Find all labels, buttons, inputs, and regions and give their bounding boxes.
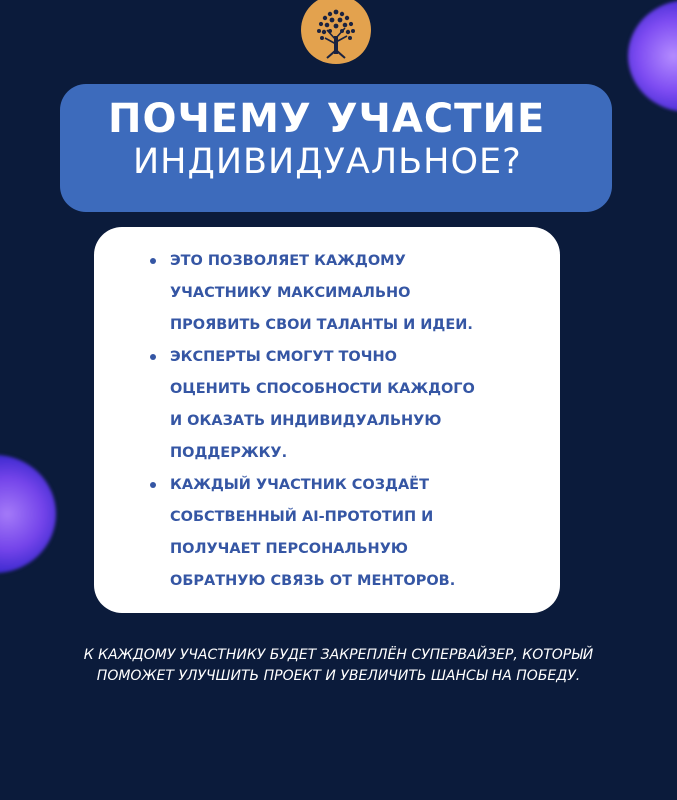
bullet-2-line-2: ОЦЕНИТЬ СПОСОБНОСТИ КАЖДОГО: [170, 381, 475, 397]
bullet-dot-icon: [150, 482, 156, 488]
bullet-1-line-3: ПРОЯВИТЬ СВОИ ТАЛАНТЫ И ИДЕИ.: [170, 317, 473, 333]
bullet-3-line-3: ПОЛУЧАЕТ ПЕРСОНАЛЬНУЮ: [170, 541, 408, 557]
tree-icon: [301, 0, 371, 64]
bullet-list: [150, 245, 550, 597]
title-banner: [60, 84, 612, 212]
footer-line-2: ПОМОЖЕТ УЛУЧШИТЬ ПРОЕКТ И УВЕЛИЧИТЬ ШАНСЫ НА ПОБЕДУ.: [96, 668, 581, 684]
decorative-orb-right: [628, 0, 677, 112]
title-line-2: ИНДИВИДУАЛЬНОЕ?: [133, 142, 522, 182]
bullet-3-line-1: КАЖДЫЙ УЧАСТНИК СОЗДАЁТ: [170, 477, 429, 493]
bullet-2-line-1: ЭКСПЕРТЫ СМОГУТ ТОЧНО: [170, 349, 397, 365]
bullet-1-line-2: УЧАСТНИКУ МАКСИМАЛЬНО: [170, 285, 411, 301]
bullet-1-line-1: ЭТО ПОЗВОЛЯЕТ КАЖДОМУ: [170, 253, 406, 269]
bullet-item-1: [150, 245, 550, 341]
footer-line-1: К КАЖДОМУ УЧАСТНИКУ БУДЕТ ЗАКРЕПЛЁН СУПЕРВАЙЗЕР, КОТОРЫЙ: [83, 647, 594, 663]
bullet-item-3: [150, 469, 550, 597]
bullet-dot-icon: [150, 258, 156, 264]
info-card: [94, 227, 560, 613]
decorative-orb-left: [0, 455, 56, 573]
bullet-dot-icon: [150, 354, 156, 360]
bullet-item-2: [150, 341, 550, 469]
bullet-3-line-4: ОБРАТНУЮ СВЯЗЬ ОТ МЕНТОРОВ.: [170, 573, 456, 589]
bullet-3-line-2: СОБСТВЕННЫЙ AI-ПРОТОТИП И: [170, 509, 434, 525]
title-line-1: ПОЧЕМУ УЧАСТИЕ: [108, 96, 546, 142]
bullet-2-line-3: И ОКАЗАТЬ ИНДИВИДУАЛЬНУЮ: [170, 413, 442, 429]
bullet-2-line-4: ПОДДЕРЖКУ.: [170, 445, 288, 461]
footer-note: [0, 645, 677, 687]
logo: [301, 0, 371, 64]
